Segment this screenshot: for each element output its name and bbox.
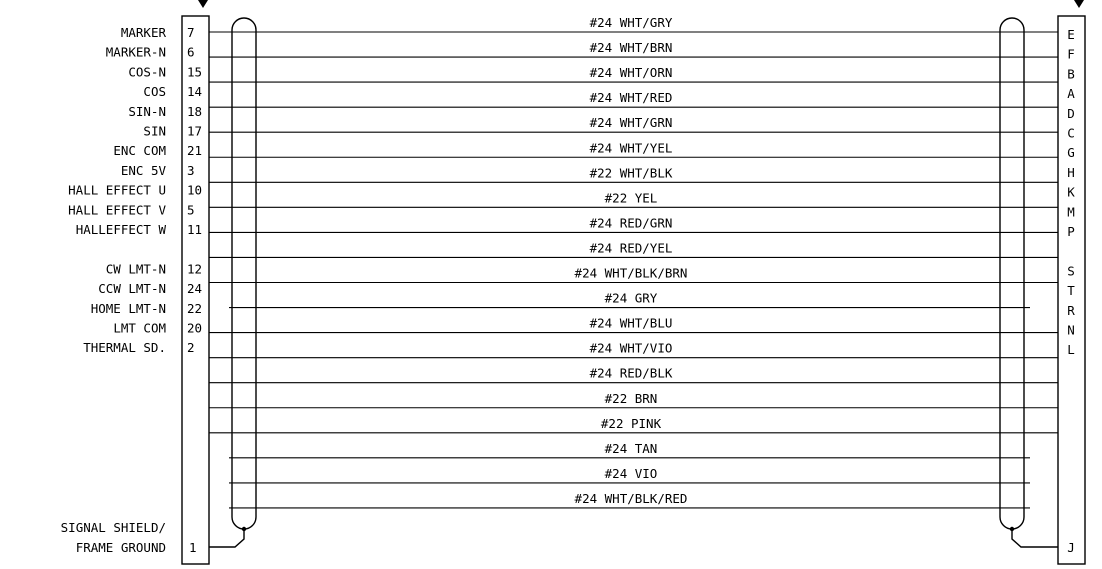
right-pin-letter: A [1067, 86, 1075, 102]
right-connector-arrow [1074, 0, 1084, 8]
wire-label: #24 WHT/BLK/RED [574, 490, 688, 506]
wire-label: #24 WHT/VIO [589, 340, 673, 356]
right-pin-letter: D [1067, 105, 1075, 121]
wire-label: #22 YEL [604, 190, 658, 206]
left-pin-number: 5 [187, 202, 195, 218]
shield-signal-label-line1: SIGNAL SHIELD/ [60, 520, 166, 535]
right-pin-letter: S [1067, 263, 1075, 279]
left-pin-number: 11 [187, 222, 203, 237]
right-pin-letter: F [1067, 46, 1075, 62]
right-shield-loop [1000, 18, 1024, 529]
signal-label: SIN [143, 123, 166, 139]
signal-label: HALLEFFECT W [75, 222, 166, 237]
left-pin-number: 24 [187, 281, 203, 297]
wire-label: #24 WHT/BRN [589, 40, 673, 56]
left-pin-number: 22 [187, 300, 203, 316]
right-pin-letters [1067, 27, 1075, 357]
left-pin-number: 2 [187, 340, 195, 356]
wire-label: #24 TAN [604, 440, 658, 456]
wire-label: #24 WHT/BLK/BRN [574, 265, 688, 281]
wire-label: #24 WHT/GRY [589, 15, 673, 30]
signal-label: MARKER [120, 25, 166, 40]
left-pin-number: 7 [187, 25, 195, 40]
left-pin-number: 17 [187, 123, 203, 139]
left-signal-labels [68, 25, 166, 355]
signal-label: THERMAL SD. [83, 340, 166, 356]
right-pin-letter: C [1067, 125, 1075, 141]
wire-label: #22 PINK [600, 415, 662, 431]
left-pin-number: 18 [187, 103, 203, 119]
left-shield-junction [242, 527, 246, 531]
signal-label: HALL EFFECT U [68, 182, 166, 198]
signal-label: ENC 5V [120, 162, 166, 178]
shield-signal-label-line2: FRAME GROUND [75, 540, 166, 555]
shield-right-pin: J [1067, 540, 1075, 555]
wire-label: #24 WHT/YEL [589, 140, 673, 156]
signal-label: CW LMT-N [105, 261, 166, 277]
signal-label: LMT COM [113, 320, 166, 336]
left-pin-number: 15 [187, 64, 203, 80]
wire-label: #24 RED/GRN [589, 215, 673, 231]
wire-label: #24 WHT/ORN [589, 65, 673, 81]
wire-label: #24 RED/BLK [589, 365, 673, 381]
right-pin-letter: R [1067, 302, 1075, 318]
left-pin-number: 3 [187, 162, 195, 178]
left-pin-number: 14 [187, 84, 203, 100]
right-pin-letter: M [1067, 204, 1075, 220]
right-pin-letter: K [1067, 184, 1075, 200]
wire-label: #24 WHT/RED [589, 90, 673, 106]
left-pin-number: 12 [187, 261, 203, 277]
signal-label: COS [143, 84, 166, 100]
right-shield-drain [1012, 529, 1058, 547]
right-pin-letter: H [1067, 164, 1075, 180]
right-pin-letter: E [1067, 27, 1075, 42]
signal-label: HALL EFFECT V [68, 202, 166, 218]
signal-label: HOME LMT-N [90, 300, 166, 316]
left-pin-number: 10 [187, 182, 203, 198]
left-pin-numbers [187, 25, 202, 355]
wire-label: #24 VIO [604, 465, 658, 481]
left-pin-number: 20 [187, 320, 203, 336]
right-pin-letter: T [1067, 283, 1075, 299]
right-pin-letter: B [1067, 66, 1075, 82]
signal-label: CCW LMT-N [98, 281, 166, 297]
left-shield-drain [209, 529, 244, 547]
signal-label: COS-N [128, 64, 166, 80]
wire-label: #22 BRN [604, 390, 658, 406]
wire-label: #22 WHT/BLK [589, 165, 673, 181]
wire-label: #24 WHT/GRN [589, 115, 673, 131]
right-pin-letter: N [1067, 322, 1075, 338]
wire-label: #24 WHT/BLU [589, 315, 673, 331]
shield-left-pin: 1 [189, 540, 197, 555]
left-pin-number: 21 [187, 143, 203, 159]
signal-label: ENC COM [113, 143, 166, 159]
right-pin-letter: G [1067, 145, 1075, 161]
wire-label: #24 GRY [604, 290, 658, 306]
signal-label: SIN-N [128, 103, 166, 119]
wire-label: #24 RED/YEL [589, 240, 673, 256]
right-pin-letter: L [1067, 342, 1075, 358]
right-pin-letter: P [1067, 224, 1075, 239]
signal-label: MARKER-N [105, 44, 166, 60]
left-shield-loop [232, 18, 256, 529]
left-connector-arrow [198, 0, 208, 8]
right-shield-junction [1010, 527, 1014, 531]
left-pin-number: 6 [187, 44, 195, 60]
